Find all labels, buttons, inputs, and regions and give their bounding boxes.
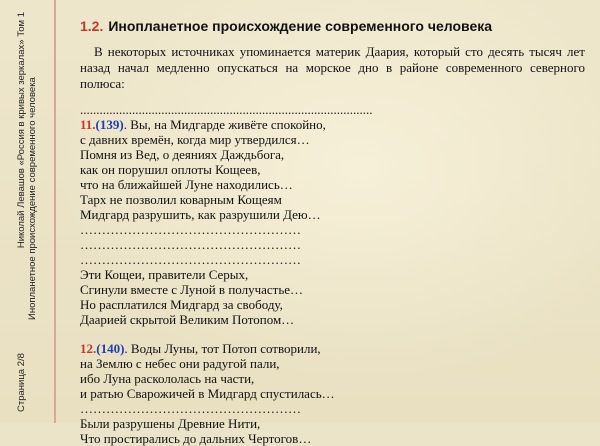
verse-line: Тарх не позволил коварным Кощеям: [80, 192, 282, 207]
main-content: [80, 18, 585, 446]
verse-line: и ратью Сварожичей в Мидгард спустилась…: [80, 386, 335, 401]
verse-line: с давних времён, когда мир утвердился…: [80, 132, 310, 147]
chapter-title: Инопланетное происхождение современного человека: [27, 77, 38, 320]
separator-line: ..........................................................................................: [80, 102, 373, 117]
verse-line: Были разрушены Древние Нити,: [80, 416, 261, 431]
verse-line: ибо Луна раскололась на части,: [80, 371, 255, 386]
verse-ellipsis-line: ……………………………………………: [80, 401, 301, 416]
verse-line: на Землю с небес они радугой пали,: [80, 356, 280, 371]
verse-11-number: 11.: [80, 117, 96, 132]
verse-line: Эти Кощеи, правители Серых,: [80, 267, 249, 282]
verse-line: Что простирались до дальних Чертогов…: [80, 431, 312, 446]
book-title: Николай Левашов «Россия в кривых зеркалах» Том 1: [16, 12, 27, 249]
verse-ellipsis-line: ……………………………………………: [80, 222, 301, 237]
verse-ellipsis-line: ……………………………………………: [80, 252, 301, 267]
verse-ellipsis-line: ……………………………………………: [80, 237, 301, 252]
verse-line: Даарией скрытой Великим Потопом…: [80, 312, 295, 327]
sidebar: [0, 0, 55, 423]
page-number: Страница 2/8: [16, 353, 27, 412]
verse-12-number: 12.: [80, 341, 97, 356]
verse-line: Мидгард разрушить, как разрушили Дею…: [80, 207, 321, 222]
verse-line: Но расплатился Мидгард за свободу,: [80, 297, 283, 312]
margin-divider: [54, 0, 56, 423]
section-number: 1.2.: [80, 18, 104, 34]
verse-line: Сгинули вместе с Луной в получастье…: [80, 282, 304, 297]
poem: [80, 102, 585, 446]
verse-11-line-1: 11.(139). Вы, на Мидгарде живёте спокойно,: [80, 117, 326, 132]
verse-line: Помня из Вед, о деяниях Даждьбога,: [80, 147, 285, 162]
verse-line: что на ближайшей Луне находились…: [80, 177, 293, 192]
verse-12-ref: (140): [96, 341, 125, 356]
intro-paragraph: В некоторых источниках упоминается материк Даария, который сто десять тысяч лет назад начал медленно опускаться на морское дно в районе современного северного полюса:: [80, 44, 585, 91]
verse-12-line-1: 12.(140). Воды Луны, тот Потоп сотворили,: [80, 341, 321, 356]
verse-line: как он порушил оплоты Кощеев,: [80, 162, 261, 177]
verse-11-ref: (139): [95, 117, 124, 132]
sidebar-text: [16, 12, 38, 412]
section-heading: [80, 18, 585, 34]
section-title: Инопланетное происхождение современного человека: [108, 18, 493, 34]
